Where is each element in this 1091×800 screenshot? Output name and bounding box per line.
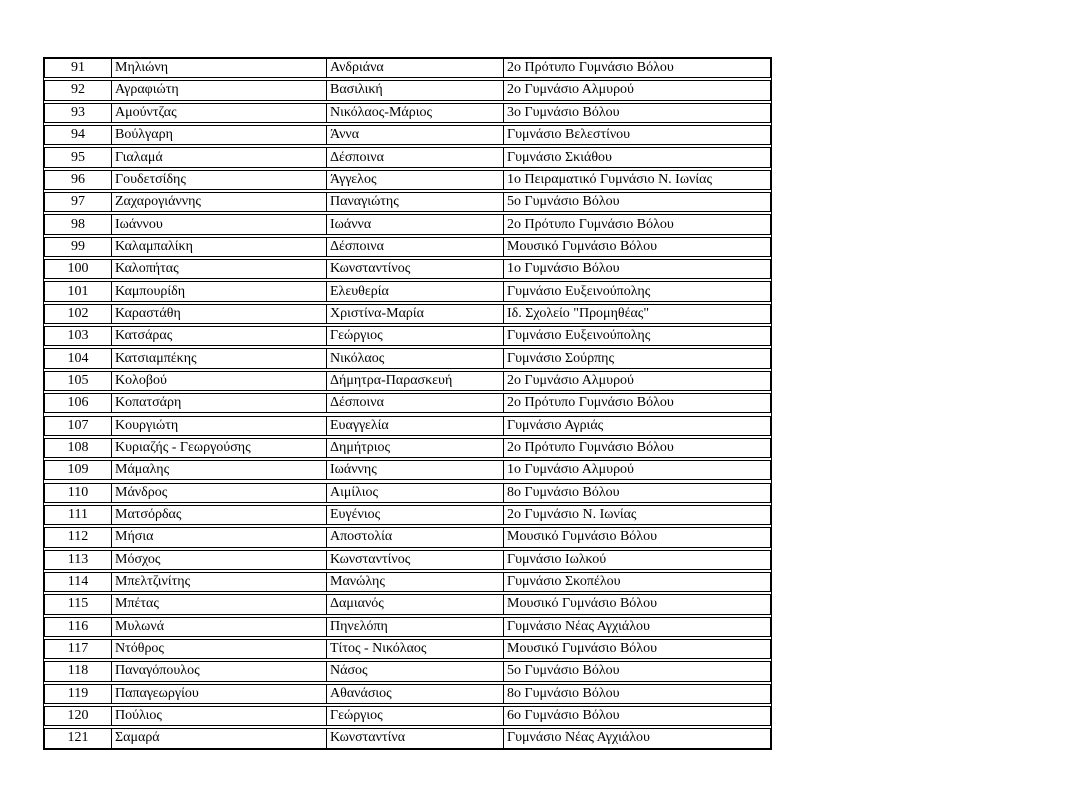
firstname-cell: Παναγιώτης bbox=[327, 193, 504, 211]
school-cell: 2ο Πρότυπο Γυμνάσιο Βόλου bbox=[507, 395, 674, 411]
row-number-cell: 94 bbox=[45, 126, 112, 144]
surname-cell: Μπέτας bbox=[112, 595, 327, 613]
table-row bbox=[44, 348, 771, 368]
row-number-cell: 115 bbox=[45, 595, 112, 613]
surname-cell: Καραστάθη bbox=[112, 305, 327, 323]
table-row bbox=[44, 326, 771, 346]
school-cell: Γυμνάσιο Ευξεινούπολης bbox=[507, 283, 651, 299]
row-number-cell: 99 bbox=[45, 238, 112, 256]
row-number-cell: 112 bbox=[45, 528, 112, 546]
table-row bbox=[44, 460, 771, 480]
surname-cell: Σαμαρά bbox=[112, 729, 327, 747]
school-cell: 1ο Γυμνάσιο Βόλου bbox=[507, 261, 620, 277]
row-number-cell: 110 bbox=[45, 484, 112, 502]
surname-cell: Ιωάννου bbox=[112, 215, 327, 233]
school-cell: 5ο Γυμνάσιο Βόλου bbox=[507, 663, 620, 679]
table-row bbox=[44, 214, 771, 234]
school-cell: 3ο Γυμνάσιο Βόλου bbox=[507, 104, 620, 120]
school-cell: Μουσικό Γυμνάσιο Βόλου bbox=[507, 596, 658, 612]
firstname-cell: Αποστολία bbox=[327, 528, 504, 546]
school-cell: Γυμνάσιο Νέας Αγχιάλου bbox=[507, 730, 650, 746]
surname-cell: Μπελτζινίτης bbox=[112, 573, 327, 591]
school-cell: 6ο Γυμνάσιο Βόλου bbox=[507, 708, 620, 724]
row-number-cell: 91 bbox=[45, 59, 112, 77]
firstname-cell: Ιωάννης bbox=[327, 461, 504, 479]
surname-cell: Καμπουρίδη bbox=[112, 282, 327, 300]
school-cell: Γυμνάσιο Βελεστίνου bbox=[507, 127, 631, 143]
school-cell: Γυμνάσιο Νέας Αγχιάλου bbox=[507, 618, 650, 634]
table-row bbox=[44, 416, 771, 436]
school-cell: Γυμνάσιο Σούρπης bbox=[507, 350, 615, 366]
surname-cell: Γουδετσίδης bbox=[112, 171, 327, 189]
firstname-cell: Δέσποινα bbox=[327, 394, 504, 412]
surname-cell: Μήσια bbox=[112, 528, 327, 546]
school-cell: Γυμνάσιο Ευξεινούπολης bbox=[507, 328, 651, 344]
table-row bbox=[44, 483, 771, 503]
surname-cell: Κατσιαμπέκης bbox=[112, 349, 327, 367]
firstname-cell: Δαμιανός bbox=[327, 595, 504, 613]
table-row bbox=[44, 170, 771, 190]
table-row bbox=[44, 259, 771, 279]
surname-cell: Κυριαζής - Γεωργούσης bbox=[112, 439, 327, 457]
school-cell: 2ο Πρότυπο Γυμνάσιο Βόλου bbox=[507, 216, 674, 232]
firstname-cell: Ευαγγελία bbox=[327, 417, 504, 435]
row-number-cell: 104 bbox=[45, 349, 112, 367]
school-cell: 2ο Πρότυπο Γυμνάσιο Βόλου bbox=[507, 60, 674, 76]
firstname-cell: Κωνσταντίνος bbox=[327, 260, 504, 278]
surname-cell: Καλοπήτας bbox=[112, 260, 327, 278]
school-cell: Μουσικό Γυμνάσιο Βόλου bbox=[507, 641, 658, 657]
firstname-cell: Τίτος - Νικόλαος bbox=[327, 640, 504, 658]
row-number-cell: 118 bbox=[45, 662, 112, 680]
firstname-cell: Νάσος bbox=[327, 662, 504, 680]
table-row bbox=[44, 438, 771, 458]
table-row bbox=[44, 550, 771, 570]
surname-cell: Κολοβού bbox=[112, 372, 327, 390]
firstname-cell: Ανδριάνα bbox=[327, 59, 504, 77]
table-row bbox=[44, 58, 771, 78]
table-row bbox=[44, 505, 771, 525]
row-number-cell: 119 bbox=[45, 685, 112, 703]
surname-cell: Παναγόπουλος bbox=[112, 662, 327, 680]
row-number-cell: 102 bbox=[45, 305, 112, 323]
firstname-cell: Μανώλης bbox=[327, 573, 504, 591]
table-row bbox=[44, 684, 771, 704]
school-cell: 8ο Γυμνάσιο Βόλου bbox=[507, 685, 620, 701]
school-cell: 2ο Γυμνάσιο Ν. Ιωνίας bbox=[507, 507, 637, 523]
school-cell: 1ο Γυμνάσιο Αλμυρού bbox=[507, 462, 634, 478]
school-cell: 2ο Πρότυπο Γυμνάσιο Βόλου bbox=[507, 439, 674, 455]
surname-cell: Κοπατσάρη bbox=[112, 394, 327, 412]
row-number-cell: 121 bbox=[45, 729, 112, 747]
surname-cell: Μηλιώνη bbox=[112, 59, 327, 77]
row-number-cell: 101 bbox=[45, 282, 112, 300]
school-cell: 2ο Γυμνάσιο Αλμυρού bbox=[507, 372, 634, 388]
firstname-cell: Νικόλαος-Μάριος bbox=[327, 104, 504, 122]
surname-cell: Πούλιος bbox=[112, 707, 327, 725]
table-row bbox=[44, 639, 771, 659]
row-number-cell: 109 bbox=[45, 461, 112, 479]
firstname-cell: Ιωάννα bbox=[327, 215, 504, 233]
firstname-cell: Αιμίλιος bbox=[327, 484, 504, 502]
firstname-cell: Δημήτριος bbox=[327, 439, 504, 457]
row-number-cell: 97 bbox=[45, 193, 112, 211]
school-cell: 2ο Γυμνάσιο Αλμυρού bbox=[507, 82, 634, 98]
row-number-cell: 111 bbox=[45, 506, 112, 524]
row-number-cell: 100 bbox=[45, 260, 112, 278]
surname-cell: Αγραφιώτη bbox=[112, 81, 327, 99]
school-cell: Γυμνάσιο Σκιάθου bbox=[507, 149, 612, 165]
school-cell: Γυμνάσιο Ιωλκού bbox=[507, 551, 607, 567]
table-row bbox=[44, 728, 771, 748]
table-row bbox=[44, 281, 771, 301]
row-number-cell: 120 bbox=[45, 707, 112, 725]
table-row bbox=[44, 527, 771, 547]
surname-cell: Μάμαλης bbox=[112, 461, 327, 479]
row-number-cell: 114 bbox=[45, 573, 112, 591]
row-number-cell: 117 bbox=[45, 640, 112, 658]
table-row bbox=[44, 80, 771, 100]
firstname-cell: Νικόλαος bbox=[327, 349, 504, 367]
row-number-cell: 107 bbox=[45, 417, 112, 435]
surname-cell: Ντόθρος bbox=[112, 640, 327, 658]
firstname-cell: Χριστίνα-Μαρία bbox=[327, 305, 504, 323]
firstname-cell: Γεώργιος bbox=[327, 327, 504, 345]
school-cell: 5ο Γυμνάσιο Βόλου bbox=[507, 194, 620, 210]
surname-cell: Κατσάρας bbox=[112, 327, 327, 345]
students-table bbox=[43, 57, 772, 750]
table-row bbox=[44, 706, 771, 726]
surname-cell: Μόσχος bbox=[112, 551, 327, 569]
surname-cell: Μυλωνά bbox=[112, 618, 327, 636]
row-number-cell: 105 bbox=[45, 372, 112, 390]
firstname-cell: Κωνσταντίνος bbox=[327, 551, 504, 569]
table-row bbox=[44, 661, 771, 681]
firstname-cell: Ευγένιος bbox=[327, 506, 504, 524]
firstname-cell: Άννα bbox=[327, 126, 504, 144]
school-cell: Μουσικό Γυμνάσιο Βόλου bbox=[507, 238, 658, 254]
firstname-cell: Πηνελόπη bbox=[327, 618, 504, 636]
table-row bbox=[44, 594, 771, 614]
table-row bbox=[44, 617, 771, 637]
table-row bbox=[44, 304, 771, 324]
row-number-cell: 103 bbox=[45, 327, 112, 345]
row-number-cell: 113 bbox=[45, 551, 112, 569]
table-row bbox=[44, 572, 771, 592]
school-cell: Μουσικό Γυμνάσιο Βόλου bbox=[507, 529, 658, 545]
row-number-cell: 108 bbox=[45, 439, 112, 457]
school-cell: Ιδ. Σχολείο "Προμηθέας" bbox=[507, 305, 650, 321]
row-number-cell: 106 bbox=[45, 394, 112, 412]
school-cell: 8ο Γυμνάσιο Βόλου bbox=[507, 484, 620, 500]
table-row bbox=[44, 371, 771, 391]
surname-cell: Μάνδρος bbox=[112, 484, 327, 502]
surname-cell: Κουργιώτη bbox=[112, 417, 327, 435]
row-number-cell: 96 bbox=[45, 171, 112, 189]
table-row bbox=[44, 103, 771, 123]
surname-cell: Αμούντζας bbox=[112, 104, 327, 122]
firstname-cell: Δέσποινα bbox=[327, 238, 504, 256]
surname-cell: Γιαλαμά bbox=[112, 148, 327, 166]
school-cell: 1ο Πειραματικό Γυμνάσιο Ν. Ιωνίας bbox=[507, 171, 713, 187]
surname-cell: Παπαγεωργίου bbox=[112, 685, 327, 703]
surname-cell: Ματσόρδας bbox=[112, 506, 327, 524]
surname-cell: Βούλγαρη bbox=[112, 126, 327, 144]
row-number-cell: 95 bbox=[45, 148, 112, 166]
firstname-cell: Άγγελος bbox=[327, 171, 504, 189]
surname-cell: Ζαχαρογιάννης bbox=[112, 193, 327, 211]
table-row bbox=[44, 237, 771, 257]
row-number-cell: 116 bbox=[45, 618, 112, 636]
school-cell: Γυμνάσιο Αγριάς bbox=[507, 417, 604, 433]
firstname-cell: Κωνσταντίνα bbox=[327, 729, 504, 747]
table-row bbox=[44, 125, 771, 145]
firstname-cell: Γεώργιος bbox=[327, 707, 504, 725]
firstname-cell: Δήμητρα-Παρασκευή bbox=[327, 372, 504, 390]
school-cell: Γυμνάσιο Σκοπέλου bbox=[507, 574, 621, 590]
row-number-cell: 92 bbox=[45, 81, 112, 99]
table-row bbox=[44, 192, 771, 212]
table-row bbox=[44, 147, 771, 167]
firstname-cell: Δέσποινα bbox=[327, 148, 504, 166]
firstname-cell: Ελευθερία bbox=[327, 282, 504, 300]
row-number-cell: 98 bbox=[45, 215, 112, 233]
table-row bbox=[44, 393, 771, 413]
row-number-cell: 93 bbox=[45, 104, 112, 122]
firstname-cell: Βασιλική bbox=[327, 81, 504, 99]
firstname-cell: Αθανάσιος bbox=[327, 685, 504, 703]
surname-cell: Καλαμπαλίκη bbox=[112, 238, 327, 256]
